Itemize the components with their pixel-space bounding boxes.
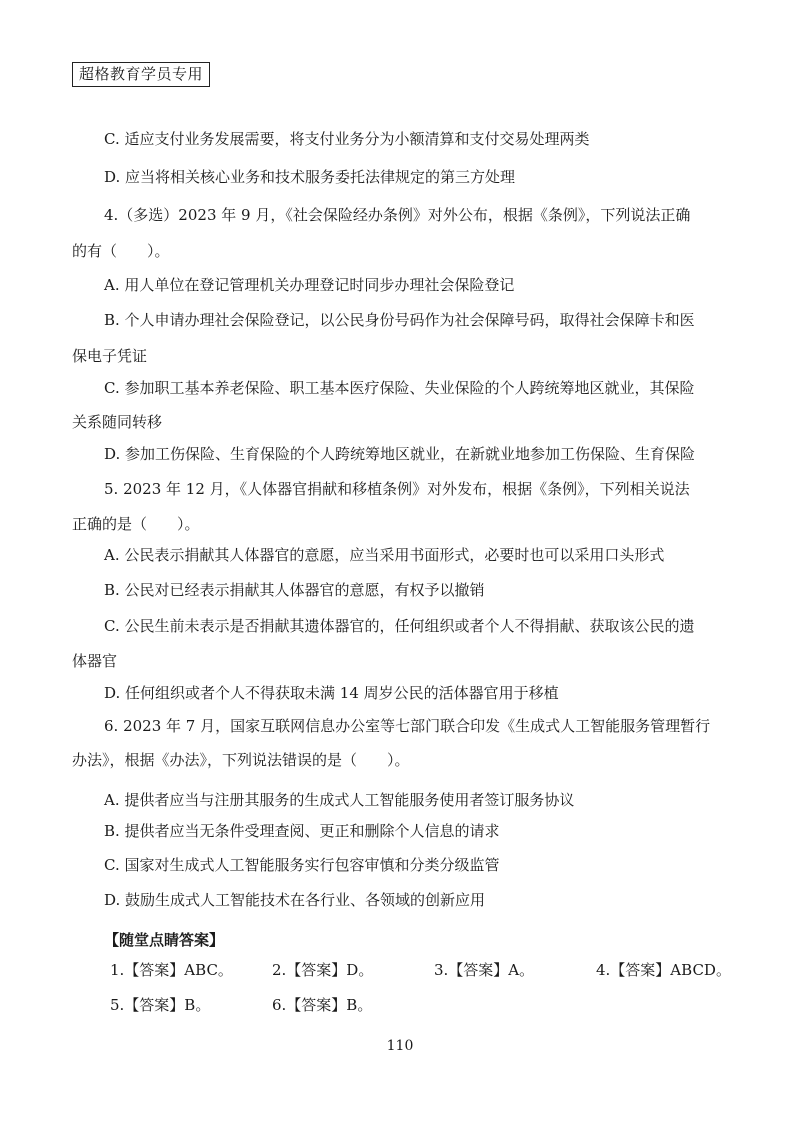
question-6-stem: 6. 2023 年 7 月，国家互联网信息办公室等七部门联合印发《生成式人工智能服务管理暂行 — [104, 717, 711, 735]
answers-title: 【随堂点睛答案】 — [104, 931, 225, 949]
option-line: C. 国家对生成式人工智能服务实行包容审慎和分类分级监管 — [104, 856, 500, 874]
question-4-stem-cont: 的有（ ）。 — [72, 242, 170, 260]
question-5-stem: 5. 2023 年 12 月，《人体器官捐献和移植条例》对外发布，根据《条例》，下列相关说法 — [104, 480, 690, 498]
option-line: A. 用人单位在登记管理机关办理登记时同步办理社会保险登记 — [104, 276, 515, 294]
option-line: A. 提供者应当与注册其服务的生成式人工智能服务使用者签订服务协议 — [104, 791, 575, 809]
answer-item: 5.【答案】B。 — [110, 996, 211, 1014]
option-line: D. 任何组织或者个人不得获取未满 14 周岁公民的活体器官用于移植 — [104, 684, 559, 702]
option-line-cont: 保电子凭证 — [72, 347, 148, 365]
option-line: A. 公民表示捐献其人体器官的意愿，应当采用书面形式，必要时也可以采用口头形式 — [104, 546, 665, 564]
answer-item: 2.【答案】D。 — [272, 961, 374, 979]
answer-item: 6.【答案】B。 — [272, 996, 373, 1014]
answer-item: 1.【答案】ABC。 — [110, 961, 233, 979]
option-line: B. 提供者应当无条件受理查阅、更正和删除个人信息的请求 — [104, 822, 500, 840]
option-line: C. 公民生前未表示是否捐献其遗体器官的，任何组织或者个人不得捐献、获取该公民的遗 — [104, 617, 695, 635]
question-5-stem-cont: 正确的是（ ）。 — [72, 515, 200, 533]
option-line-cont: 关系随同转移 — [72, 413, 163, 431]
option-line: D. 鼓励生成式人工智能技术在各行业、各领域的创新应用 — [104, 891, 486, 909]
text-line: C. 适应支付业务发展需要，将支付业务分为小额清算和支付交易处理两类 — [104, 130, 590, 148]
option-line-cont: 体器官 — [72, 652, 118, 670]
question-6-stem-cont: 办法》，根据《办法》，下列说法错误的是（ ）。 — [72, 751, 410, 769]
text-line: D. 应当将相关核心业务和技术服务委托法律规定的第三方处理 — [104, 168, 516, 186]
page-number: 110 — [386, 1038, 414, 1054]
option-line: D. 参加工伤保险、生育保险的个人跨统筹地区就业，在新就业地参加工伤保险、生育保险 — [104, 445, 696, 463]
answer-item: 4.【答案】ABCD。 — [596, 961, 731, 979]
question-4-stem: 4.（多选）2023 年 9 月，《社会保险经办条例》对外公布，根据《条例》，下列说法正确 — [104, 206, 691, 224]
option-line: B. 公民对已经表示捐献其人体器官的意愿，有权予以撤销 — [104, 581, 485, 599]
option-line: B. 个人申请办理社会保险登记，以公民身份号码作为社会保障号码，取得社会保障卡和医 — [104, 311, 695, 329]
header-label: 超格教育学员专用 — [72, 62, 210, 87]
answer-item: 3.【答案】A。 — [434, 961, 535, 979]
option-line: C. 参加职工基本养老保险、职工基本医疗保险、失业保险的个人跨统筹地区就业，其保险 — [104, 379, 695, 397]
